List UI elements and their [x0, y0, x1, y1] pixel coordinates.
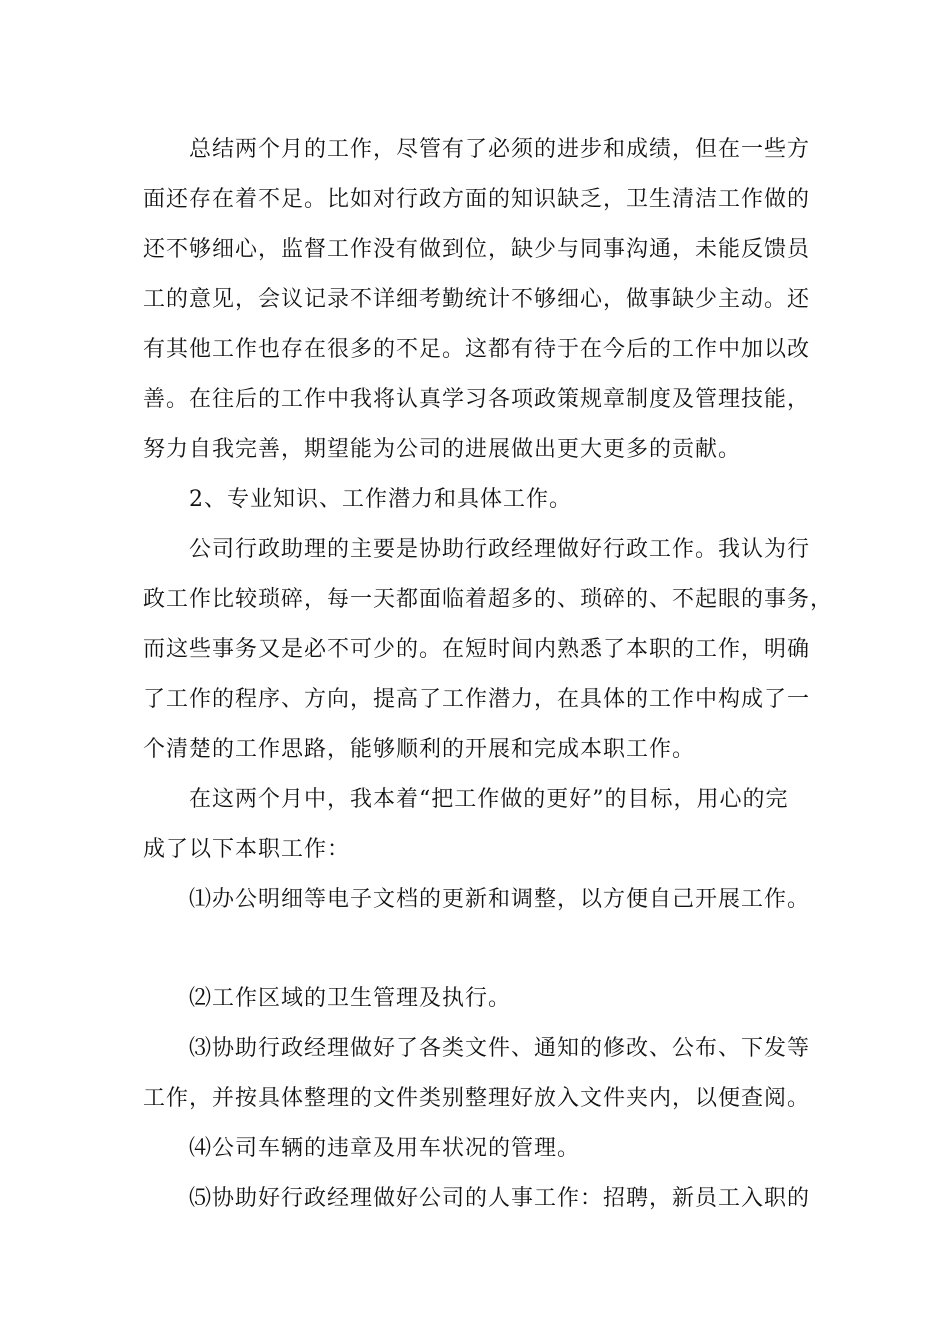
list-item: ⑷公司车辆的违章及用车状况的管理。 — [189, 1136, 581, 1161]
paragraph-line: 还不够细心，监督工作没有做到位，缺少与同事沟通，未能反馈员 — [143, 237, 811, 262]
paragraph-line: 了工作的程序、方向，提高了工作潜力，在具体的工作中构成了一 — [143, 687, 811, 712]
paragraph-line: 工的意见，会议记录不详细考勤统计不够细心，做事缺少主动。还 — [143, 287, 811, 312]
list-item: ⑸协助好行政经理做好公司的人事工作：招聘，新员工入职的 — [189, 1186, 811, 1211]
paragraph-line: 工作，并按具体整理的文件类别整理好放入文件夹内，以便查阅。 — [143, 1086, 811, 1111]
paragraph-line: 面还存在着不足。比如对行政方面的知识缺乏，卫生清洁工作做的 — [143, 187, 811, 212]
paragraph-line: 个清楚的工作思路，能够顺利的开展和完成本职工作。 — [143, 737, 696, 762]
paragraph-line: 总结两个月的工作，尽管有了必须的进步和成绩，但在一些方 — [189, 137, 811, 162]
paragraph-line: 公司行政助理的主要是协助行政经理做好行政工作。我认为行 — [189, 537, 811, 562]
paragraph-line: 善。在往后的工作中我将认真学习各项政策规章制度及管理技能， — [143, 387, 811, 412]
list-item: ⑵工作区域的卫生管理及执行。 — [189, 986, 512, 1011]
paragraph-line: 努力自我完善，期望能为公司的进展做出更大更多的贡献。 — [143, 437, 742, 462]
paragraph-line: 有其他工作也存在很多的不足。这都有待于在今后的工作中加以改 — [143, 337, 811, 362]
paragraph-line: 成了以下本职工作： — [143, 837, 351, 862]
list-item: ⑴办公明细等电子文档的更新和调整，以方便自己开展工作。 — [189, 887, 811, 912]
paragraph-line: 政工作比较琐碎，每一天都面临着超多的、琐碎的、不起眼的事务， — [143, 587, 834, 612]
paragraph-line: 而这些事务又是必不可少的。在短时间内熟悉了本职的工作，明确 — [143, 637, 811, 662]
paragraph-line: 在这两个月中，我本着“把工作做的更好”的目标，用心的完 — [189, 787, 789, 812]
list-item: ⑶协助行政经理做好了各类文件、通知的修改、公布、下发等 — [189, 1036, 811, 1061]
section-heading: 2、专业知识、工作潜力和具体工作。 — [189, 487, 572, 512]
